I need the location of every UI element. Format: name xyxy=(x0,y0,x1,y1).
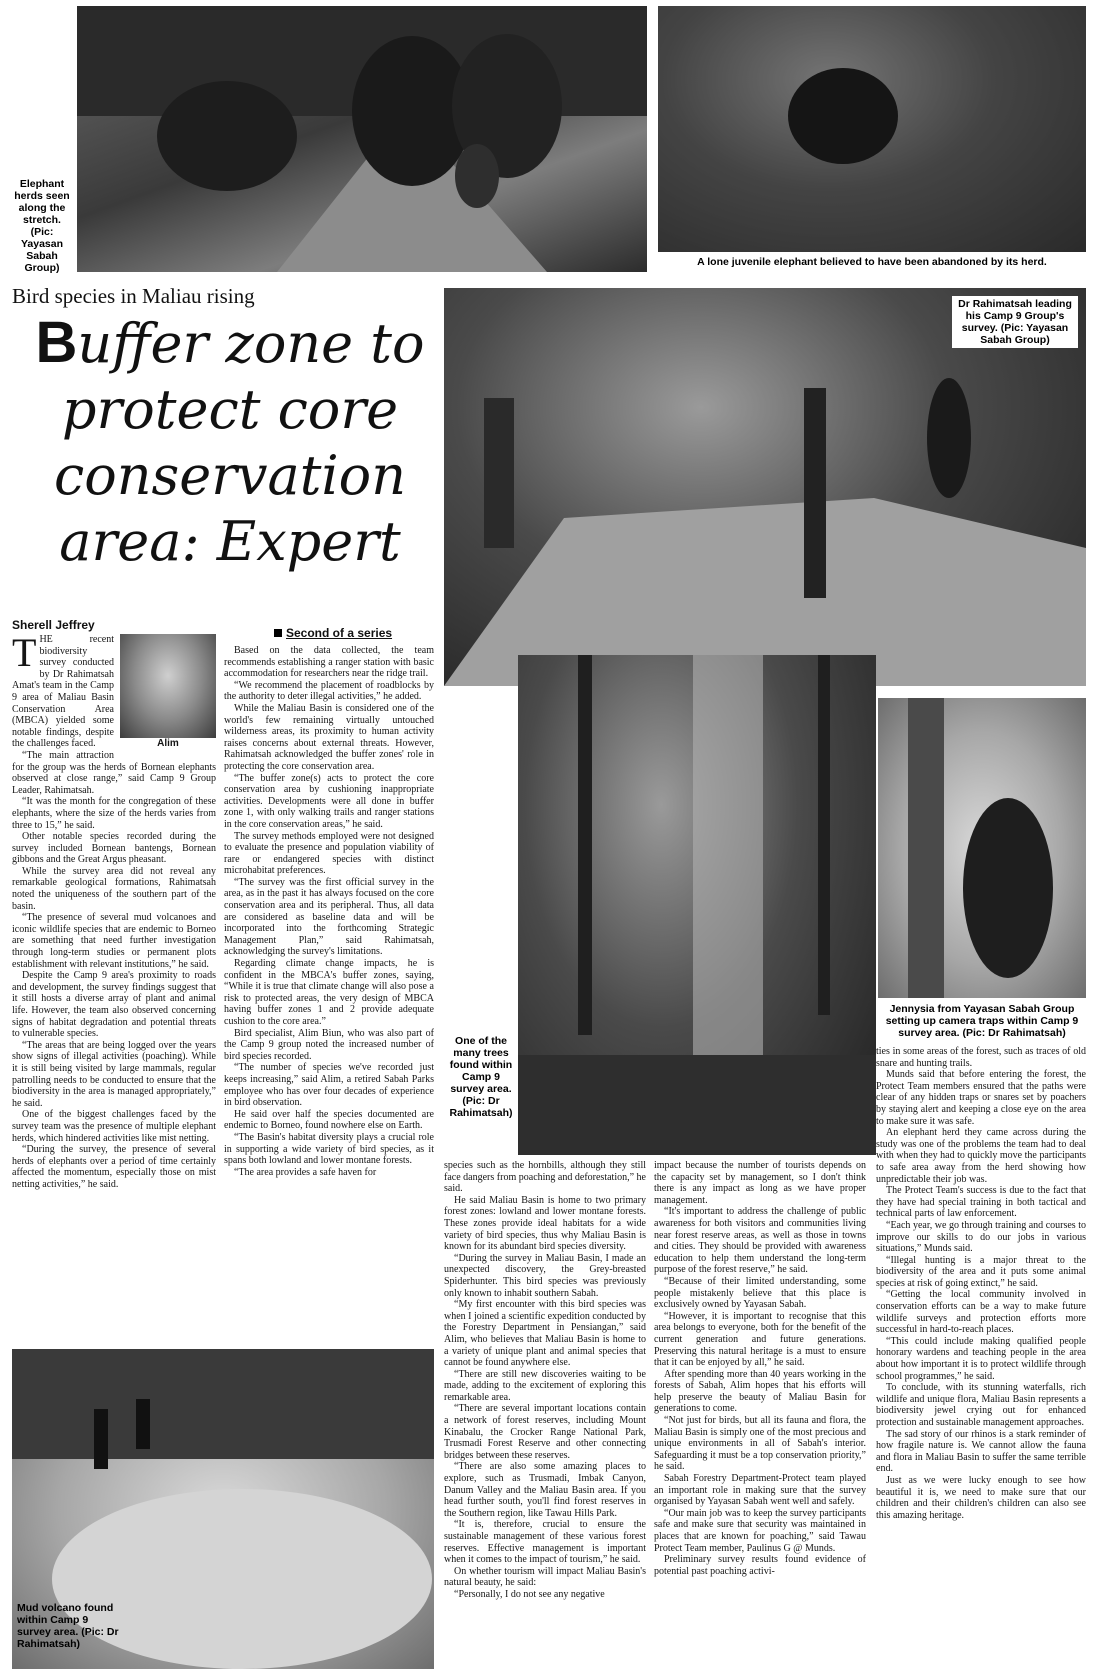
byline: Sherell Jeffrey xyxy=(12,618,95,632)
headline-initial: B xyxy=(35,310,78,375)
article-column-3: species such as the hornbills, although they still face dangers from poaching and deforestation,” he said. He said Maliau Basin is home to two primary forest zones: lowland and lower montane forests. These zones provide ideal habitats for a wide variety of bird species, thus why Maliau Basin is known for its abundant bird species diversity. “During the survey in Maliau Basin, I made an unexpected discovery, the Grey-breasted Spiderhunter. This bird species was previously only known to inhabit southern Sabah. “My first encounter with this bird species was when I joined a scientific expedition conducted by the Forestry Department in Pensiangan,” said Alim, who believes that Maliau Basin is home to a variety of unique plant and animal species that cannot be found anywhere else. “There are still new discoveries waiting to be made, adding to the excitement of exploring this remarkable area. “There are several important locations contain a network of forest reserves, including Mount Kinabalu, the Crocker Range National Park, Trusmadi Forest Reserve and other connecting bridges between these reserves. “There are also some amazing places to explore, such as Trusmadi, Imbak Canyon, Danum Valley and the Maliau Basin area. If you head further south, you'll find forest reserves in the Southern region, like Tawau Hills Park. “It is, therefore, crucial to ensure the sustainable management of these various forest reserves. Effective management is important when it comes to the impact of tourism,” he said. On whether tourism will impact Maliau Basin's natural beauty, he said: “Personally, I do not see any negative xyxy=(444,1160,646,1600)
lone-juvenile-caption: A lone juvenile elephant believed to have been abandoned by its herd. xyxy=(658,254,1086,270)
mud-volcano-caption: Mud volcano found within Camp 9 survey area. (Pic: Dr Rahimatsah) xyxy=(17,1602,119,1650)
kicker: Bird species in Maliau rising xyxy=(12,284,255,308)
alim-portrait xyxy=(120,634,216,752)
article-column-2: Based on the data collected, the team recommends establishing a ranger station with basic accommodation for researchers near the ridge trail. “We recommend the placement of roadblocks by the authority to deter illegal activities,” he added. While the Maliau Basin is considered one of the world's few remaining virtually untouched wilderness areas, its proximity to human activity raises concerns about external threats. However, Rahimatsah acknowledged the buffer zones' role in protecting the core conservation area. “The buffer zone(s) acts to protect the core conservation area by cushioning inappropriate activities. Developments were all done in buffer zone 1, with only walking trails and ranger stations in the core conservation areas,” he said. The survey methods employed were not designed to evaluate the presence and population viability of rare or endangered species with distinct microhabitat preferences. “The survey was the first official survey in the area, as in the past it has always focused on the core conservation area and its peripheral. Thus, all data are considered as baseline data and will be incorporated into the forthcoming Strategic Management Plan,” said Rahimatsah, acknowledging the survey's limitations. Regarding climate change impacts, he is confident in the MBCA's buffer zones, saying, “While it is true that climate change will also pose a risk to protected areas, the very design of MBCA having buffer zones 1 and 2 provide adequate cushion to the core area.” Bird specialist, Alim Biun, who was also part of the Camp 9 group noted the increased number of bird species recorded. “The number of species we've recorded just keeps increasing,” said Alim, a retired Sabah Parks employee who has over four decades of experience in bird observation. He said over half the species documented are endemic to Borneo, found nowhere else on Earth. “The Basin's habitat diversity plays a crucial role in supporting a wide variety of bird species, as it spans both lowland and lower montane forests. “The area provides a safe haven for xyxy=(224,645,434,1178)
series-label: Second of a series xyxy=(274,626,392,640)
portrait-photo xyxy=(120,634,216,738)
headline xyxy=(30,310,430,575)
headline-text: uffer zone to protect core conservation area: Expert xyxy=(54,312,425,573)
article-column-5: ties in some areas of the forest, such as traces of old snare and hunting trails. Munds said that before entering the forest, the Protect Team members ensured that the paths were clear of any hidden traps or snares set by poachers by staying alert and keeping a close eye on the area to make sure it was safe. An elephant herd they came across during the study was one of the problems the team had to deal with when they had to quickly move the participants to safe area away from the herd showing how unpredictable their job was. The Protect Team's success is due to the fact that they have had special training in both tactical and technical parts of law enforcement. “Each year, we go through training and courses to improve our skills to do our jobs in various situations,” Munds said. “Illegal hunting is a major threat to the biodiversity of the area and it puts some animal species at risk of going extinct,” he said. “Getting the local community involved in conservation efforts can be a way to make future wildlife surveys and protection efforts more successful in hard-to-reach places. “This could include making qualified people honorary wardens and teaching people in the area about how important it is to protect wildlife through school programmes,” he said. To conclude, with its stunning waterfalls, rich wildlife and unique flora, Maliau Basin represents a biodiversity jewel crying out for enhanced protection and sustainable management approaches. The sad story of our rhinos is a stark reminder of how fragile nature is. We cannot allow the fauna and flora in Maliau Basin to suffer the same terrible end. Just as we were lucky enough to see how beautiful it is, we need to make sure that our children and their children's children can also see this amazing heritage. xyxy=(876,1046,1086,1521)
tree-photo xyxy=(518,655,876,1155)
trees-caption: One of the many trees found within Camp 9 survey area. (Pic: Dr Rahimatsah) xyxy=(449,1035,513,1119)
article-column-1: Alim THE recent biodiversity survey conducted by Dr Rahimatsah Amat's team in the Camp 9 area of Maliau Basin Conservation Area (MBCA) yielded some notable findings, despite the challenges faced. “The main attraction for the group was the herds of Bornean elephants observed at close range,” said Camp 9 Group Leader, Rahimatsah. “It was the month for the congregation of these elephants, where the size of the herds varies from three to 15,” he said. Other notable species recorded during the survey included Bornean bantengs, Bornean gibbons and the Great Argus pheasant. While the survey area did not reveal any remarkable geological formations, Rahimatsah noted the uniqueness of the southern part of the basin. “The presence of several mud volcanoes and iconic wildlife species that are endemic to Borneo are something that need further investigation through long-term studies or permanent plots establishment with relevant institutions,” he said. Despite the Camp 9 area's proximity to roads and development, the survey findings suggest that it still hosts a diverse array of plant and animal life. However, the team also observed concerning signs of habitat degradation and potential threats to vulnerable species. “The areas that are being logged over the years show signs of illegal activities (poaching). While it is still being visited by large mammals, regular patrolling needs to be conducted to ensure that the biodiversity in the area is managed appropriately,” he said. One of the biggest challenges faced by the survey team was the presence of multiple elephant herds, which hindered activities like mist netting. “During the survey, the presence of several herds of elephants over a period of time certainly affected the momentum, especially those on mist netting activities,” he said. xyxy=(12,634,216,1190)
elephant-herds-caption: Elephant herds seen along the stretch. (Pic: Yayasan Sabah Group) xyxy=(14,178,70,274)
rahimatsah-caption: Dr Rahimatsah leading his Camp 9 Group's survey. (Pic: Yayasan Sabah Group) xyxy=(952,296,1078,348)
portrait-caption: Alim xyxy=(157,738,179,749)
square-bullet-icon xyxy=(274,629,282,637)
article-column-4: impact because the number of tourists depends on the capacity set by management, so I don't think there is any impact as long as we have proper management. “It's important to address the challenge of public awareness for both visitors and communities living near forest reserve areas, as well as those in towns and cities. They should be provided with awareness education to help them understand the long-term purpose of the forest reserve,” he said. “Because of their limited understanding, some people mistakenly believe that this place is exclusively owned by Yayasan Sabah. “However, it is important to recognise that this area belongs to everyone, both for the benefit of the current generation and future generations. Preserving this natural heritage is a must to ensure that it can be enjoyed by all,” he said. After spending more than 40 years working in the forests of Sabah, Alim hopes that his efforts will help preserve the beauty of Maliau Basin for generations to come. “Not just for birds, but all its fauna and flora, the Maliau Basin is simply one of the most precious and unique environments in all of Sabah's interior. Safeguarding it must be a top conservation priority,” he said. Sabah Forestry Department-Protect team played an important role in making sure that the survey organised by Yayasan Sabah went well and safely. “Our main job was to keep the survey participants safe and make sure that security was maintained in places that are known for poaching,” said Tawau Protect Team member, Paulinus G @ Munds. Preliminary survey results found evidence of potential past poaching activi- xyxy=(654,1160,866,1577)
lone-juvenile-elephant-photo xyxy=(658,6,1086,252)
drop-cap: T xyxy=(12,634,37,675)
elephant-herds-photo xyxy=(77,6,647,272)
jennysia-caption: Jennysia from Yayasan Sabah Group setting up camera traps within Camp 9 survey area. (Pic: Dr Rahimatsah) xyxy=(878,1001,1086,1041)
camera-trap-photo xyxy=(878,698,1086,998)
